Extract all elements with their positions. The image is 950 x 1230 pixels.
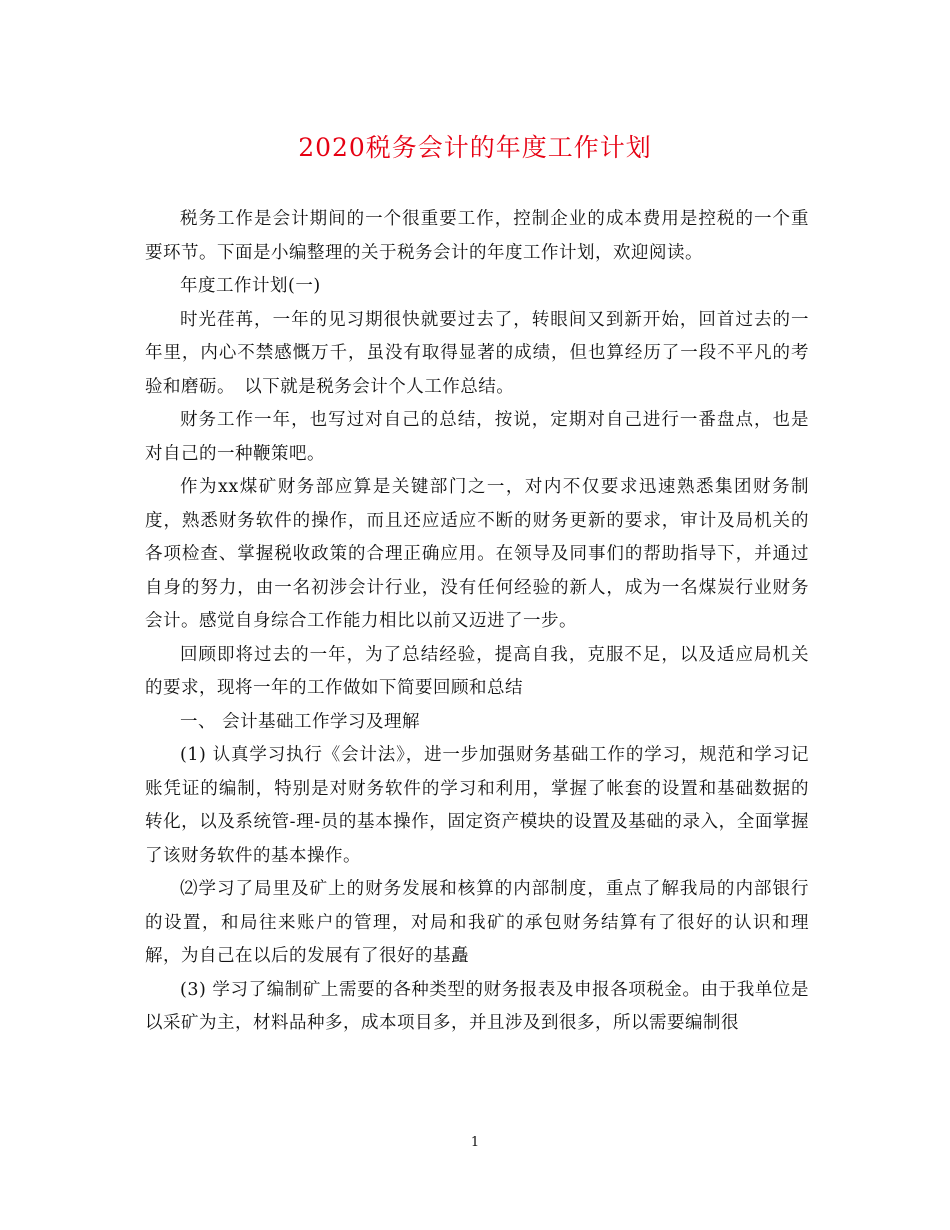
paragraph: 财务工作一年，也写过对自己的总结，按说，定期对自己进行一番盘点，也是对自己的一种鞭策吧。 (145, 410, 809, 464)
paragraph-intro: 税务工作是会计期间的一个很重要工作，控制企业的成本费用是控税的一个重要环节。下面是小编整理的关于税务会计的年度工作计划，欢迎阅读。 (145, 209, 809, 263)
list-item: (3) 学习了编制矿上需要的各种类型的财务报表及申报各项税金。由于我单位是以采矿为主，材料品种多，成本项目多，并且涉及到很多，所以需要编制很 (145, 979, 809, 1033)
page-number: 1 (470, 1135, 480, 1150)
paragraph: 回顾即将过去的一年，为了总结经验，提高自我，克服不足，以及适应局机关的要求，现将一年的工作做如下简要回顾和总结 (145, 644, 809, 698)
list-item: ⑵学习了局里及矿上的财务发展和核算的内部制度，重点了解我局的内部银行的设置，和局往来账户的管理，对局和我矿的承包财务结算有了很好的认识和理解，为自己在以后的发展有了很好的基矗 (145, 879, 809, 966)
section-heading-accounting-basics: 一、 会计基础工作学习及理解 (180, 711, 421, 732)
document-title: 2020税务会计的年度工作计划 (298, 133, 652, 162)
document-body (145, 203, 809, 1041)
paragraph: 作为xx煤矿财务部应算是关键部门之一，对内不仅要求迅速熟悉集团财务制度，熟悉财务软件的操作，而且还应适应不断的财务更新的要求，审计及局机关的各项检查、掌握税收政策的合理正确应用。在领导及同事们的帮助指导下，并通过自身的努力，由一名初涉会计行业，没有任何经验的新人，成为一名煤炭行业财务会计。感觉自身综合工作能力相比以前又迈进了一步。 (145, 477, 809, 631)
section-heading-plan-one: 年度工作计划(一) (180, 276, 321, 296)
paragraph: 时光荏苒，一年的见习期很快就要过去了，转眼间又到新开始，回首过去的一年里，内心不禁感慨万千，虽没有取得显著的成绩，但也算经历了一段不平凡的考验和磨砺。 以下就是税务会计个人工作总结。 (145, 309, 809, 397)
list-item: (1) 认真学习执行《会计法》，进一步加强财务基础工作的学习，规范和学习记账凭证的编制，特别是对财务软件的学习和利用，掌握了帐套的设置和基础数据的转化，以及系统管-理-员的基本操作，固定资产模块的设置及基础的录入，全面掌握了该财务软件的基本操作。 (145, 745, 809, 866)
